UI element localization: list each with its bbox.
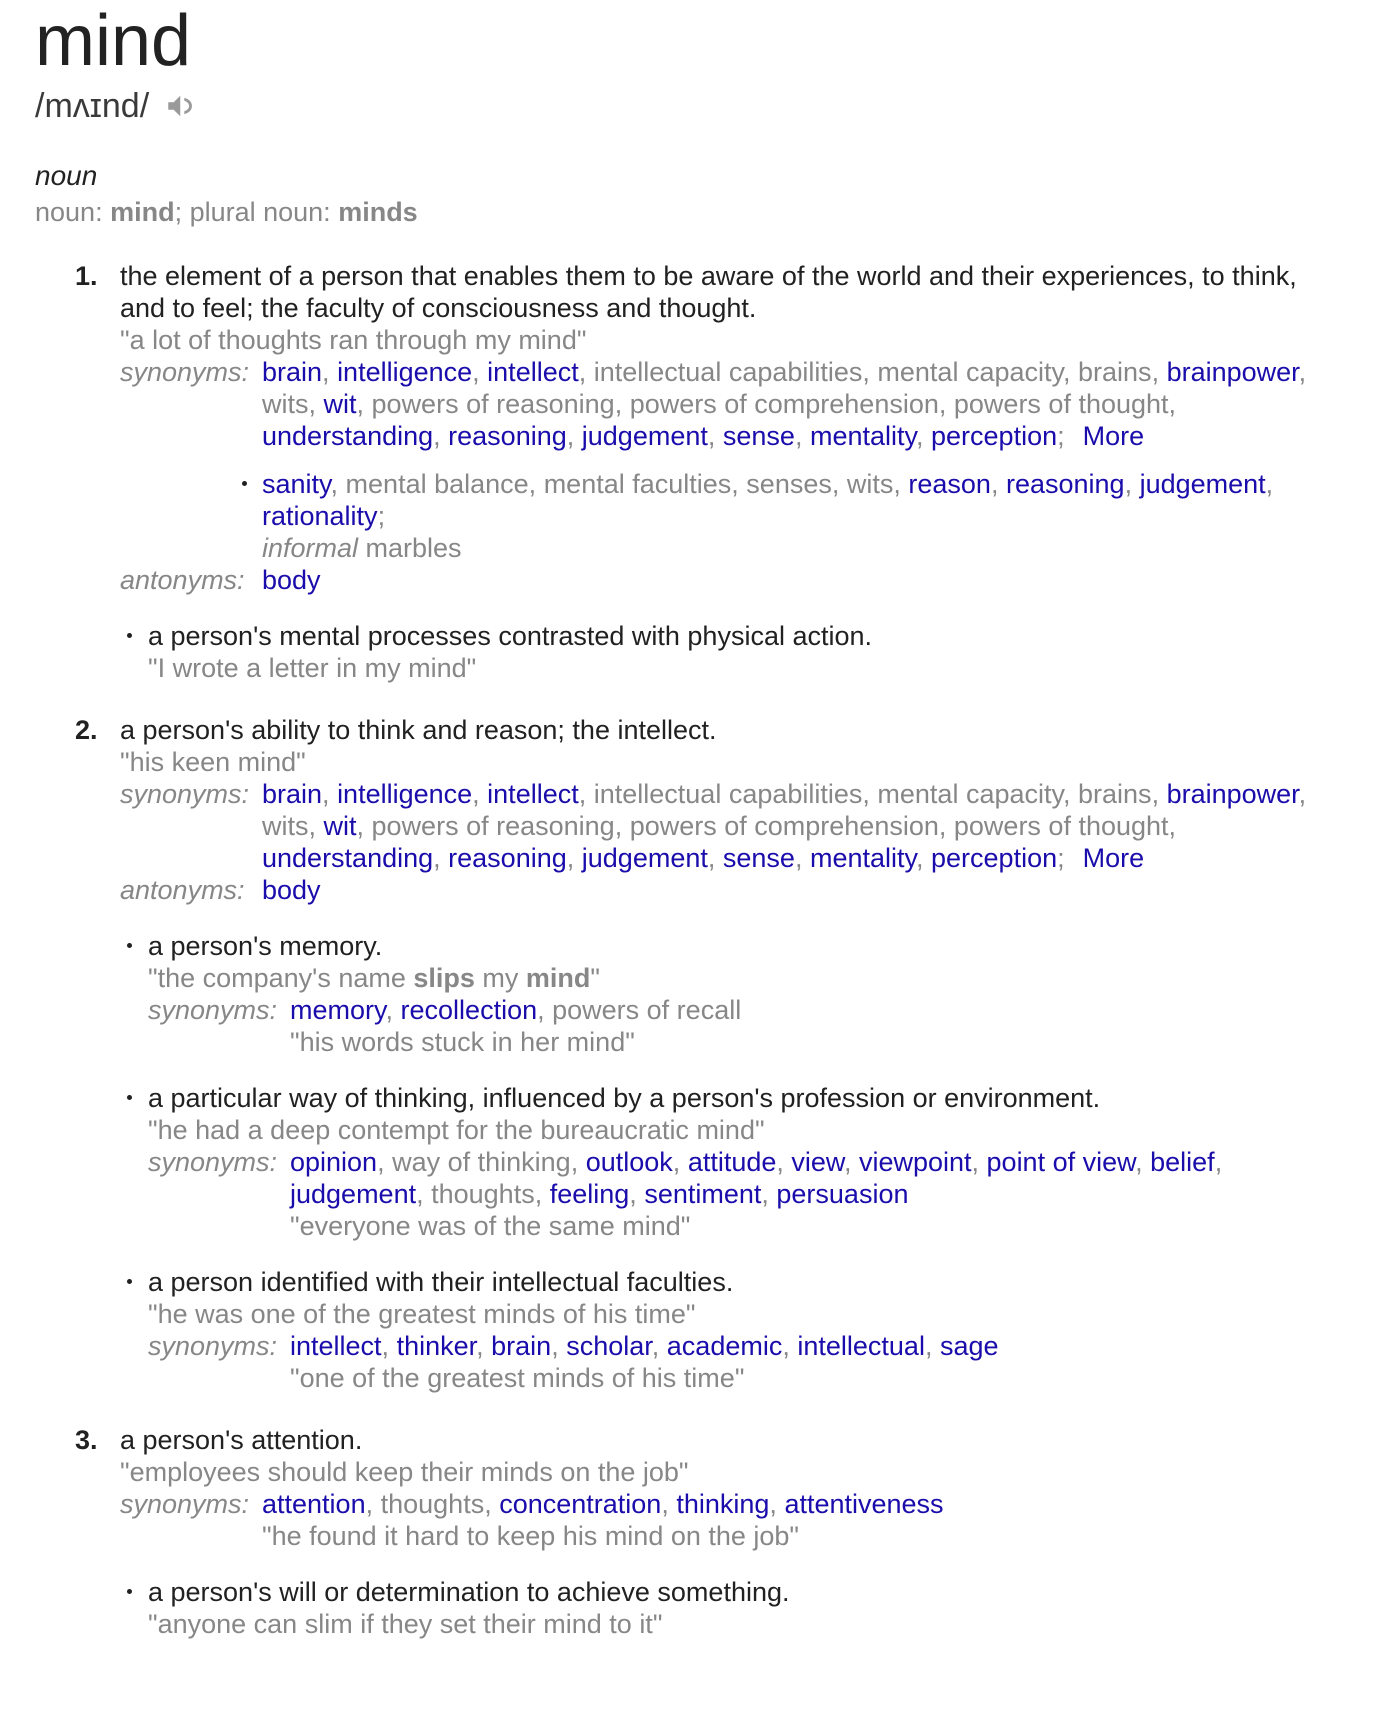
text-run: , bbox=[356, 811, 372, 841]
synonym-link[interactable]: reasoning bbox=[448, 843, 567, 873]
synonym-link[interactable]: perception bbox=[931, 843, 1058, 873]
synonym-link[interactable]: wit bbox=[323, 389, 357, 419]
text-run: , bbox=[1168, 389, 1177, 419]
synonym-link[interactable]: wit bbox=[323, 811, 357, 841]
synonyms-label: synonyms: bbox=[148, 1147, 278, 1177]
pronunciation-text: /mʌɪnd/ bbox=[35, 87, 150, 125]
sub-sense bbox=[120, 1082, 1310, 1242]
text-run: , bbox=[769, 1489, 785, 1519]
text-run: , bbox=[707, 843, 723, 873]
synonym-link[interactable]: intellectual bbox=[797, 1331, 925, 1361]
synonyms-list bbox=[262, 778, 1310, 874]
antonyms-label: antonyms: bbox=[120, 875, 245, 905]
example-text: "he was one of the greatest minds of his time" bbox=[148, 1299, 696, 1329]
pronunciation-row bbox=[35, 88, 1344, 124]
synonym-link[interactable]: brain bbox=[491, 1331, 552, 1361]
synonyms-tokens bbox=[290, 1330, 1310, 1362]
text-run: "the company's name bbox=[148, 963, 414, 993]
text-run: brains bbox=[1078, 357, 1152, 387]
synonym-link[interactable]: sense bbox=[722, 843, 795, 873]
text-run: wits bbox=[262, 811, 309, 841]
text-run: , bbox=[322, 779, 338, 809]
text-run: mental capacity bbox=[877, 779, 1063, 809]
text-run: minds bbox=[338, 197, 418, 227]
synonyms-list bbox=[262, 356, 1310, 564]
text-run: , bbox=[916, 843, 932, 873]
antonyms-list bbox=[262, 874, 1310, 906]
definition-number: 2. bbox=[75, 715, 98, 745]
text-run: , bbox=[534, 1179, 550, 1209]
bullet-dot-icon bbox=[127, 1095, 132, 1100]
text-run: , bbox=[578, 779, 594, 809]
text-run: , bbox=[782, 1331, 798, 1361]
text-run: , bbox=[794, 421, 810, 451]
synonym-link[interactable]: mentality bbox=[809, 421, 916, 451]
synonym-link[interactable]: opinion bbox=[290, 1147, 378, 1177]
text-run: intellectual capabilities bbox=[593, 779, 863, 809]
synonym-link[interactable]: memory bbox=[290, 995, 386, 1025]
synonym-link[interactable]: intelligence bbox=[337, 357, 473, 387]
text-run: , bbox=[308, 389, 324, 419]
text-run: marbles bbox=[365, 533, 462, 563]
text-run: senses bbox=[746, 469, 832, 499]
example-text: "he had a deep contempt for the bureaucratic mind" bbox=[148, 1115, 765, 1145]
more-link[interactable]: More bbox=[1082, 843, 1145, 873]
synonym-link[interactable]: reasoning bbox=[448, 421, 567, 451]
text-run: , bbox=[1063, 357, 1079, 387]
sub-sense bbox=[120, 620, 1310, 684]
example-text: "I wrote a letter in my mind" bbox=[148, 653, 477, 683]
text-run: , bbox=[893, 469, 909, 499]
text-run: , bbox=[990, 469, 1006, 499]
text-run: mind bbox=[525, 963, 591, 993]
text-run: , bbox=[308, 811, 324, 841]
text-run: way of thinking bbox=[392, 1147, 571, 1177]
text-run: powers of recall bbox=[552, 995, 742, 1025]
text-run: , bbox=[1168, 811, 1177, 841]
text-run: , bbox=[472, 779, 488, 809]
text-run: , bbox=[731, 469, 747, 499]
text-run: , bbox=[433, 843, 449, 873]
synonym-link[interactable]: rationality bbox=[262, 501, 378, 531]
synonym-link[interactable]: judgement bbox=[1139, 469, 1266, 499]
antonyms-label: antonyms: bbox=[120, 565, 245, 595]
text-run: noun: bbox=[35, 197, 111, 227]
text-run: , bbox=[862, 779, 878, 809]
text-run: powers of comprehension bbox=[629, 389, 939, 419]
bullet-dot-icon bbox=[242, 481, 247, 486]
text-run: , bbox=[614, 389, 630, 419]
text-run: mental faculties bbox=[543, 469, 732, 499]
synonym-link[interactable]: attentiveness bbox=[784, 1489, 944, 1519]
text-run: , bbox=[1298, 779, 1307, 809]
sub-sense-text: a person identified with their intellectual faculties. bbox=[148, 1267, 734, 1297]
text-run: , bbox=[365, 1489, 381, 1519]
text-run: , bbox=[566, 843, 582, 873]
synonym-link[interactable]: judgement bbox=[581, 421, 708, 451]
speaker-icon-glyph bbox=[163, 88, 199, 124]
definition-item-3 bbox=[75, 1424, 1344, 1640]
example-text bbox=[148, 962, 1310, 994]
synonym-link[interactable]: outlook bbox=[585, 1147, 673, 1177]
text-run: powers of thought bbox=[953, 389, 1169, 419]
synonyms-label: synonyms: bbox=[120, 357, 250, 387]
text-run: , bbox=[938, 811, 954, 841]
synonym-link[interactable]: recollection bbox=[400, 995, 538, 1025]
text-run: , bbox=[476, 1331, 492, 1361]
synonym-link[interactable]: attitude bbox=[687, 1147, 777, 1177]
example-text: "a lot of thoughts ran through my mind" bbox=[120, 325, 587, 355]
text-run: , bbox=[794, 843, 810, 873]
informal-note bbox=[262, 532, 1310, 564]
synonym-link[interactable]: judgement bbox=[581, 843, 708, 873]
synonyms-list bbox=[290, 994, 1310, 1058]
text-run: , bbox=[761, 1179, 777, 1209]
definition-item-2 bbox=[75, 714, 1344, 1394]
definition-text: a person's ability to think and reason; the intellect. bbox=[120, 715, 717, 745]
text-run: , bbox=[377, 1147, 393, 1177]
synonym-link[interactable]: feeling bbox=[549, 1179, 630, 1209]
definition-text: the element of a person that enables them to be aware of the world and their experiences, to think, and to feel; the faculty of consciousness and thought. bbox=[120, 261, 1297, 323]
example-text: "employees should keep their minds on the job" bbox=[120, 1457, 689, 1487]
synonym-link[interactable]: body bbox=[262, 875, 321, 905]
text-run: , bbox=[629, 1179, 645, 1209]
text-run: , bbox=[672, 1147, 688, 1177]
definition-text: a person's attention. bbox=[120, 1425, 363, 1455]
text-run: , bbox=[570, 1147, 586, 1177]
text-run: , bbox=[1063, 779, 1079, 809]
synonym-link[interactable]: understanding bbox=[262, 421, 434, 451]
text-run: , bbox=[1151, 779, 1167, 809]
text-run: , bbox=[416, 1179, 432, 1209]
synonym-link[interactable]: intellect bbox=[487, 779, 579, 809]
text-run: brains bbox=[1078, 779, 1152, 809]
bullet-dot-icon bbox=[127, 633, 132, 638]
text-run: powers of reasoning bbox=[371, 389, 615, 419]
antonyms-list bbox=[262, 564, 1310, 596]
page-title: mind bbox=[35, 1, 192, 81]
synonym-link[interactable]: body bbox=[262, 565, 321, 595]
synonym-link[interactable]: persuasion bbox=[776, 1179, 909, 1209]
sub-sense-text: a particular way of thinking, influenced by a person's profession or environment. bbox=[148, 1083, 1101, 1113]
synonyms-tokens bbox=[262, 1488, 1310, 1520]
text-run: , bbox=[707, 421, 723, 451]
sub-sense bbox=[120, 1576, 1310, 1640]
text-run: mind bbox=[110, 197, 175, 227]
synonyms-row bbox=[120, 778, 1310, 874]
text-run: , bbox=[578, 357, 594, 387]
text-run: , bbox=[1151, 357, 1167, 387]
synonym-link[interactable]: intellect bbox=[290, 1331, 382, 1361]
definition-number: 1. bbox=[75, 261, 98, 291]
synonym-link[interactable]: point of view bbox=[986, 1147, 1136, 1177]
synonym-link[interactable]: concentration bbox=[499, 1489, 662, 1519]
text-run: , bbox=[551, 1331, 567, 1361]
definition-body bbox=[120, 260, 1310, 684]
text-run: , bbox=[843, 1147, 859, 1177]
word-forms bbox=[35, 196, 1344, 228]
sub-sense bbox=[120, 930, 1310, 1058]
text-run: , bbox=[381, 1331, 397, 1361]
text-run: , bbox=[971, 1147, 987, 1177]
text-run: mental balance bbox=[345, 469, 529, 499]
synonyms-tokens bbox=[290, 994, 1310, 1026]
synonym-link[interactable]: thinker bbox=[396, 1331, 477, 1361]
synonym-link[interactable]: judgement bbox=[290, 1179, 417, 1209]
bullet-dot-icon bbox=[127, 1279, 132, 1284]
nested-synonym-group bbox=[262, 468, 1310, 564]
synonym-link[interactable]: academic bbox=[666, 1331, 783, 1361]
text-run: , bbox=[1124, 469, 1140, 499]
text-run: , bbox=[862, 357, 878, 387]
text-run: thoughts bbox=[431, 1179, 535, 1209]
text-run: , bbox=[385, 995, 401, 1025]
synonym-link[interactable]: sanity bbox=[262, 469, 331, 499]
sub-sense-text: a person's mental processes contrasted with physical action. bbox=[148, 621, 873, 651]
synonyms-label: synonyms: bbox=[120, 1489, 250, 1519]
text-run: , bbox=[537, 995, 553, 1025]
text-run: , bbox=[484, 1489, 500, 1519]
synonym-link[interactable]: view bbox=[791, 1147, 844, 1177]
text-run: wits bbox=[846, 469, 894, 499]
text-run: , bbox=[1265, 469, 1274, 499]
synonyms-list bbox=[262, 1488, 1310, 1552]
definition-body bbox=[120, 714, 1310, 1394]
synonym-link[interactable]: sentiment bbox=[644, 1179, 762, 1209]
text-run: powers of thought bbox=[953, 811, 1169, 841]
synonym-link[interactable]: brainpower bbox=[1166, 357, 1299, 387]
text-run: my bbox=[474, 963, 526, 993]
text-run: , bbox=[924, 1331, 940, 1361]
synonym-link[interactable]: mentality bbox=[809, 843, 916, 873]
bullet-dot-icon bbox=[127, 943, 132, 948]
more-link[interactable]: More bbox=[1082, 421, 1145, 451]
text-run: powers of comprehension bbox=[629, 811, 939, 841]
synonym-link[interactable]: sage bbox=[939, 1331, 999, 1361]
text-run: ; bbox=[1057, 843, 1065, 873]
text-run: , bbox=[776, 1147, 792, 1177]
text-run: , bbox=[651, 1331, 667, 1361]
antonyms-row bbox=[120, 874, 1310, 906]
text-run: powers of reasoning bbox=[371, 811, 615, 841]
synonyms-list bbox=[290, 1330, 1310, 1394]
text-run: mental capacity bbox=[877, 357, 1063, 387]
part-of-speech-label: noun bbox=[35, 160, 98, 191]
synonym-link[interactable]: viewpoint bbox=[858, 1147, 972, 1177]
text-run: intellectual capabilities bbox=[593, 357, 863, 387]
synonym-link[interactable]: perception bbox=[931, 421, 1058, 451]
synonym-link[interactable]: reason bbox=[908, 469, 991, 499]
text-run: , bbox=[433, 421, 449, 451]
example-text: "he found it hard to keep his mind on the job" bbox=[262, 1521, 800, 1551]
synonym-link[interactable]: brain bbox=[262, 779, 323, 809]
synonym-link[interactable]: attention bbox=[262, 1489, 366, 1519]
synonym-link[interactable]: scholar bbox=[566, 1331, 652, 1361]
antonyms-row bbox=[120, 564, 1310, 596]
example-text: "one of the greatest minds of his time" bbox=[290, 1363, 745, 1393]
synonyms-row bbox=[148, 994, 1310, 1058]
synonyms-tokens bbox=[262, 356, 1310, 452]
example-text: "everyone was of the same mind" bbox=[290, 1211, 691, 1241]
text-run: thoughts bbox=[380, 1489, 485, 1519]
synonyms-row bbox=[120, 1488, 1310, 1552]
example-text: "his words stuck in her mind" bbox=[290, 1027, 635, 1057]
synonyms-label: synonyms: bbox=[148, 995, 278, 1025]
definition-item-1 bbox=[75, 260, 1344, 684]
speaker-icon[interactable] bbox=[163, 88, 199, 124]
synonym-link[interactable]: sense bbox=[722, 421, 795, 451]
sub-sense-text: a person's will or determination to achieve something. bbox=[148, 1577, 790, 1607]
text-run: , bbox=[1298, 357, 1307, 387]
text-run: , bbox=[356, 389, 372, 419]
synonym-link[interactable]: thinking bbox=[676, 1489, 770, 1519]
text-run: , bbox=[938, 389, 954, 419]
definitions-list bbox=[75, 260, 1344, 1640]
synonyms-tokens bbox=[290, 1146, 1310, 1210]
synonyms-tokens bbox=[262, 468, 1310, 532]
text-run: wits bbox=[262, 389, 309, 419]
synonym-link[interactable]: intelligence bbox=[337, 779, 473, 809]
text-run: , bbox=[528, 469, 544, 499]
text-run: , bbox=[661, 1489, 677, 1519]
synonym-link[interactable]: belief bbox=[1150, 1147, 1215, 1177]
text-run: , bbox=[566, 421, 582, 451]
synonyms-label: synonyms: bbox=[120, 779, 250, 809]
synonym-link[interactable]: reasoning bbox=[1005, 469, 1125, 499]
text-run: " bbox=[590, 963, 600, 993]
text-run: , bbox=[1135, 1147, 1151, 1177]
synonym-link[interactable]: brainpower bbox=[1166, 779, 1299, 809]
definition-number: 3. bbox=[75, 1425, 98, 1455]
synonyms-label: synonyms: bbox=[148, 1331, 278, 1361]
synonym-link[interactable]: understanding bbox=[262, 843, 434, 873]
text-run: , bbox=[1214, 1147, 1223, 1177]
text-run: ; bbox=[377, 501, 386, 531]
bullet-dot-icon bbox=[127, 1589, 132, 1594]
definition-body bbox=[120, 1424, 1310, 1640]
text-run: informal bbox=[262, 533, 366, 563]
synonym-link[interactable]: intellect bbox=[487, 357, 579, 387]
synonyms-row bbox=[120, 356, 1310, 564]
example-text: "anyone can slim if they set their mind to it" bbox=[148, 1609, 663, 1639]
text-run: , bbox=[916, 421, 932, 451]
text-run: ; plural noun: bbox=[174, 197, 339, 227]
text-run: slips bbox=[413, 963, 475, 993]
synonyms-row bbox=[148, 1330, 1310, 1394]
synonyms-row bbox=[148, 1146, 1310, 1242]
text-run: , bbox=[330, 469, 346, 499]
sub-sense bbox=[120, 1266, 1310, 1394]
text-run: , bbox=[614, 811, 630, 841]
text-run: , bbox=[322, 357, 338, 387]
text-run: ; bbox=[1057, 421, 1065, 451]
text-run: , bbox=[831, 469, 847, 499]
example-text: "his keen mind" bbox=[120, 747, 306, 777]
synonym-link[interactable]: brain bbox=[262, 357, 323, 387]
sub-sense-text: a person's memory. bbox=[148, 931, 383, 961]
text-run: , bbox=[472, 357, 488, 387]
synonyms-list bbox=[290, 1146, 1310, 1242]
